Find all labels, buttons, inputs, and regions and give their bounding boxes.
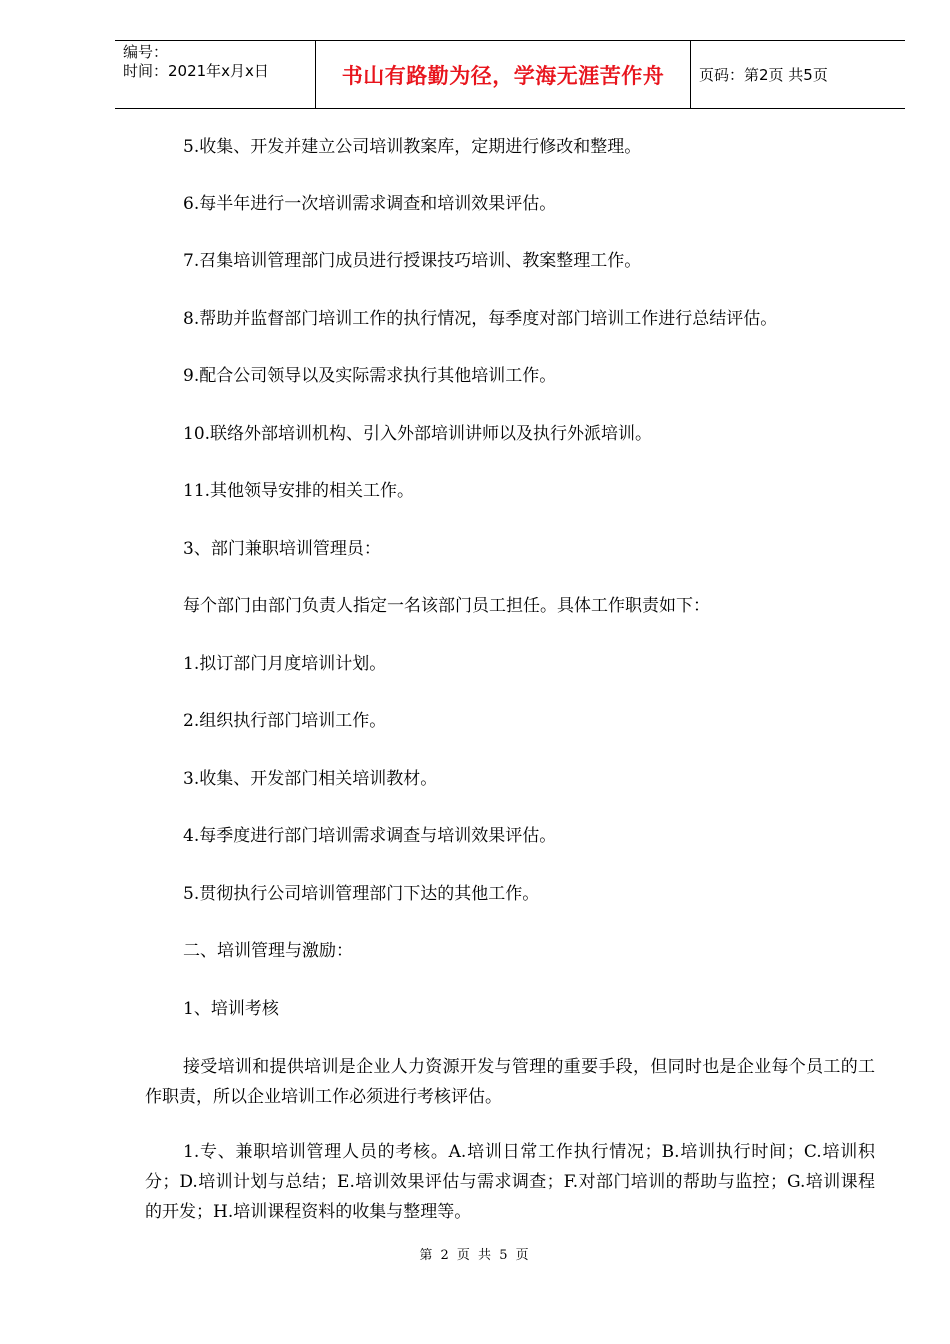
document-date-label: 时间：2021年x月x日 — [123, 62, 269, 80]
header-page-cell — [691, 41, 905, 108]
body-line: 1.拟订部门月度培训计划。 — [183, 654, 387, 674]
body-line: 2.组织执行部门培训工作。 — [183, 711, 387, 731]
body-line: 11.其他领导安排的相关工作。 — [183, 481, 415, 501]
body-paragraph: 接受培训和提供培训是企业人力资源开发与管理的重要手段，但同时也是企业每个员工的工作职责，所以企业培训工作必须进行考核评估。 — [145, 1057, 875, 1107]
body-line: 4.每季度进行部门培训需求调查与培训效果评估。 — [183, 826, 557, 846]
section-heading: 3、部门兼职培训管理员： — [183, 539, 381, 559]
body-paragraph: 1.专、兼职培训管理人员的考核。A.培训日常工作执行情况；B.培训执行时间；C.培训积分；D.培训计划与总结；E.培训效果评估与需求调查；F.对部门培训的帮助与监控；G.培训课程的开发；H.培训课程资料的收集与整理等。 — [145, 1142, 875, 1222]
body-line: 5.收集、开发并建立公司培训教案库，定期进行修改和整理。 — [183, 137, 642, 157]
header-page-number: 页码：第2页 共5页 — [699, 66, 828, 84]
page-footer: 第 2 页 共 5 页 — [419, 1248, 531, 1263]
body-line: 8.帮助并监督部门培训工作的执行情况，每季度对部门培训工作进行总结评估。 — [183, 309, 778, 329]
document-code-label: 编号： — [123, 43, 169, 61]
section-heading: 1、培训考核 — [183, 999, 279, 1019]
header-meta — [115, 41, 315, 108]
body-line: 9.配合公司领导以及实际需求执行其他培训工作。 — [183, 366, 557, 386]
body-line: 10.联络外部培训机构、引入外部培训讲师以及执行外派培训。 — [183, 424, 653, 444]
body-line: 3.收集、开发部门相关培训教材。 — [183, 769, 438, 789]
page-header — [115, 40, 905, 109]
body-line: 每个部门由部门负责人指定一名该部门员工担任。具体工作职责如下： — [183, 596, 710, 616]
section-heading: 二、培训管理与激励： — [183, 941, 353, 961]
header-motto: 书山有路勤为径，学海无涯苦作舟 — [341, 63, 665, 88]
body-line: 6.每半年进行一次培训需求调查和培训效果评估。 — [183, 194, 557, 214]
body-line: 5.贯彻执行公司培训管理部门下达的其他工作。 — [183, 884, 540, 904]
header-motto-cell — [315, 41, 691, 108]
body-line: 7.召集培训管理部门成员进行授课技巧培训、教案整理工作。 — [183, 251, 642, 271]
